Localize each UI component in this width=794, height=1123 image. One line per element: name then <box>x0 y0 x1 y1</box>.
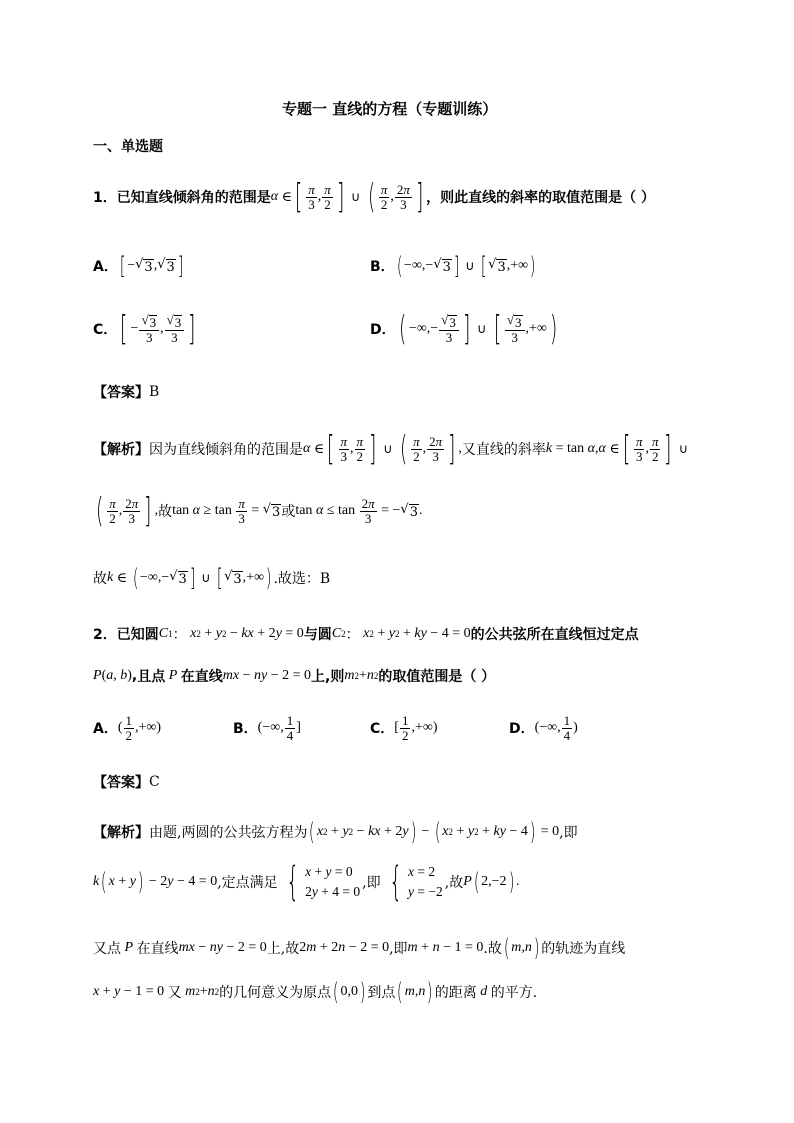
q2-option-b: B． (−∞, $\frac{1}{4}$ ] <box>233 713 301 743</box>
analysis-text: ,定点满足 <box>217 875 278 892</box>
q2-analysis-line-3: 又点 P 在直线 mx − ny − 2 = 0 上,故 2 m + 2 n − 2 = 0 ,即 m + n − 1 = 0 .故 ( m , n ) 的轨迹为直线 <box>93 934 626 962</box>
analysis-text: 故 <box>158 504 173 520</box>
option-a-label: A． <box>93 259 118 275</box>
q2-stem-text: 已知圆 <box>116 627 159 643</box>
option-c-label: C． <box>370 721 395 738</box>
q2-analysis-line-2: k ( x + y ) − 2 y − 4 = 0 ,定点满足 { x + y = 0 2y + 4 = 0 ,即 { x = 2 y = −2 ,故 P ( 2,−2 ) . <box>93 859 520 906</box>
analysis-text: 又点 <box>93 941 121 957</box>
answer-value: B <box>149 384 160 400</box>
q1-analysis-line-1: 【解析】 因为直线倾斜角的范围是 α ∈ [ $\frac{\pi}{3}$ , $\frac{\pi}{2}$ ] ∪ ( $\frac{\pi}{2}$ , $\frac{2\pi}{3}$ ] , 又直线的斜率 k = tan α , α ∈ [ $\frac{\pi}{3}$ , $\frac{\pi}{2}$ ] ∪ <box>93 429 689 469</box>
analysis-text: 的几何意义为原点 <box>219 985 332 1001</box>
q2-answer <box>93 772 160 792</box>
analysis-text: 或 <box>281 504 296 520</box>
analysis-text: 又 <box>167 985 182 1001</box>
analysis-label: 【解析】 <box>93 442 149 458</box>
q1-option-d: D． ( −∞,− √ 3 3 ] ∪ [ √ 3 3 ,+∞ ) <box>370 309 558 349</box>
q2-stem-text: 的取值范围是（ ） <box>378 669 496 685</box>
q2-stem-text: 与圆 <box>303 627 332 643</box>
q2-stem-line-1: 2． 已知圆 C 1 ： x 2 + y 2 − kx + 2 y = 0 与圆 C 2 ： x 2 + y 2 + ky − 4 = 0 的公共弦所在直线恒过定点 <box>93 626 639 643</box>
option-a-label: A． <box>93 721 118 738</box>
analysis-text: ,即 <box>389 941 408 957</box>
q2-stem-text: 在直线 <box>180 669 223 685</box>
option-d-label: D． <box>509 721 535 738</box>
analysis-text: .故 <box>483 941 502 957</box>
q1-option-c: C． [ − √ 3 3 , √ 3 3 ] <box>93 309 196 349</box>
analysis-text: 的轨迹为直线 <box>541 941 626 957</box>
q2-option-d: D． (−∞, $\frac{1}{4}$ ) <box>509 713 578 743</box>
q1-analysis-line-2: ( $\frac{\pi}{2}$ , $\frac{2\pi}{3}$ ] , 故 tan α ≥ tan $\frac{\pi}{3}$ = √ 3 或 tan α ≤ tan $\frac{2\pi}{3}$ = − √ 3 . <box>95 491 423 531</box>
q1-number: 1． <box>93 190 117 206</box>
option-b-label: B． <box>233 721 258 738</box>
answer-label: 【答案】 <box>93 385 149 401</box>
q2-analysis-line-4: x + y − 1 = 0 又 m 2 + n 2 的几何意义为原点 ( 0,0 ) 到点 ( m , n ) 的距离 d 的平方. <box>93 978 538 1006</box>
q2-analysis-line-1: 【解析】 由题,两圆的公共弦方程为 ( x 2 + y 2 − kx + 2 y ) − ( x 2 + y 2 + ky − 4 ) = 0 ,即 <box>93 818 578 846</box>
analysis-text: 的距离 <box>434 985 477 1001</box>
q2-stem-text: 的公共弦所在直线恒过定点 <box>470 627 639 643</box>
q2-stem-text: 上,则 <box>311 669 345 685</box>
analysis-label: 【解析】 <box>93 825 149 841</box>
analysis-text: 的平方. <box>490 985 538 1001</box>
analysis-text: 在直线 <box>136 941 179 957</box>
analysis-text: 上,故 <box>266 941 300 957</box>
q1-stem-text-b: ，则此直线的斜率的取值范围是（ ） <box>426 190 655 206</box>
q1-stem: 1． 已知直线倾斜角的范围是 α ∈ [ $\frac{\pi}{3}$ , $\frac{\pi}{2}$ ] ∪ ( $\frac{\pi}{2}$ , $\frac{2\pi}{3}$ ] ，则此直线的斜率的取值范围是（ ） <box>93 177 655 217</box>
q2-stem-text: 且点 <box>137 669 166 685</box>
analysis-text: 故 <box>93 571 107 587</box>
q2-stem-line-2: P ( a , b ) , 且点 P 在直线 mx − ny − 2 = 0 上,则 m 2 + n 2 的取值范围是（ ） <box>93 668 496 685</box>
q1-option-a: A． [ − √ 3 , √ 3 ] <box>93 252 184 280</box>
analysis-text: .故选：B <box>273 571 331 587</box>
q2-option-a: A． ( $\frac{1}{2}$ ,+∞) <box>93 713 162 743</box>
answer-value: C <box>149 774 160 790</box>
analysis-text: 因为直线倾斜角的范围是 <box>149 442 303 458</box>
option-c-label: C． <box>93 322 118 338</box>
analysis-text: ,故 <box>444 875 464 892</box>
page-title: 专题一 直线的方程（专题训练） <box>282 100 498 118</box>
analysis-text: 又直线的斜率 <box>461 442 546 458</box>
analysis-text: 到点 <box>367 985 396 1001</box>
option-b-label: B． <box>370 259 395 275</box>
q1-stem-text-a: 已知直线倾斜角的范围是 <box>116 190 271 206</box>
q2-number: 2． <box>93 627 117 643</box>
q2-option-c: C． [ $\frac{1}{2}$ ,+∞) <box>370 713 438 743</box>
analysis-text: ,即 <box>362 875 381 892</box>
q1-analysis-line-3: 故 k ∈ ( −∞,− √ 3 ] ∪ [ √ 3 ,+∞ ) .故选：B <box>93 564 331 592</box>
q1-answer <box>93 382 159 402</box>
analysis-text: 由题,两圆的公共弦方程为 <box>149 825 308 841</box>
section-heading: 一、单选题 <box>93 139 163 155</box>
q1-option-b: B． ( −∞,− √ 3 ] ∪ [ √ 3 ,+∞ ) <box>370 252 536 280</box>
option-d-label: D． <box>370 322 396 338</box>
analysis-text: ,即 <box>559 825 578 841</box>
answer-label: 【答案】 <box>93 775 149 791</box>
